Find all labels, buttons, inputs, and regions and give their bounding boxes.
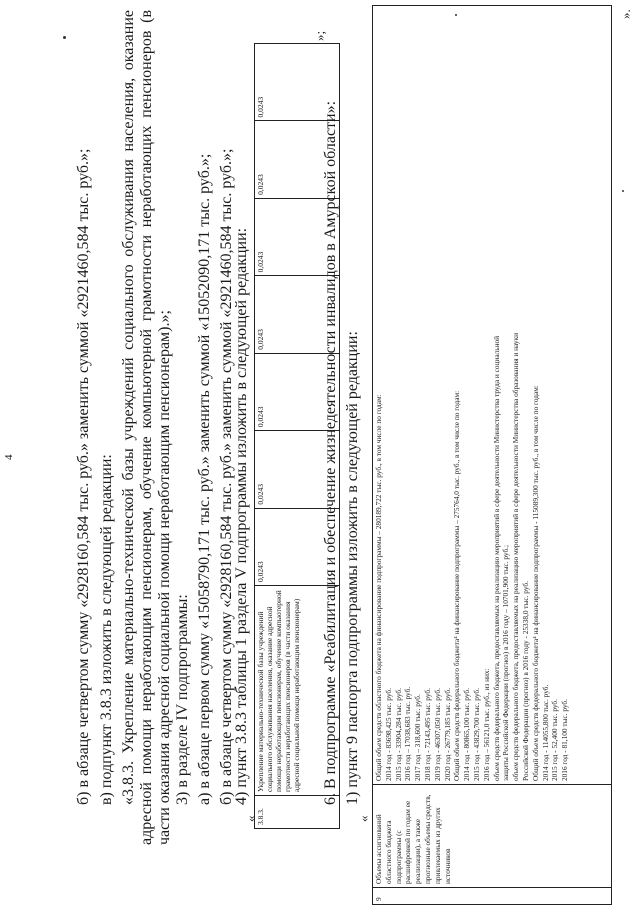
paragraph-v-intro: в) подпункт 3.8.3 изложить в следующей редакции: [98, 454, 115, 805]
close-quote-1: »; [312, 30, 327, 41]
table-cell-value: 0,0243 [255, 353, 340, 430]
table-passport-item-9 [372, 5, 612, 905]
table-cell-value: 0,0243 [255, 44, 340, 121]
table-cell-title: Объемы ассигнований областного бюджета подпрограммы (с расшифровкой по годам ее реализации), а также прогнозные объемы средств, привлекаемых из других источников [373, 785, 612, 888]
paragraph-b2-amount: б) в абзаце четвертом сумму «2928160,584 тыс. руб.» заменить суммой «2921460,584 тыс. руб.»; [218, 148, 235, 805]
open-quote-1: « [243, 815, 258, 822]
funding-line: объем средств федерального бюджета, предоставляемых на реализацию мероприятий в сфере деятельности Министерства образования и науки [511, 332, 521, 781]
paragraph-a-amount: а) в абзаце первом сумму «15058790,171 тыс. руб.» заменить суммой «15052090,171 тыс. руб.»; [196, 153, 213, 805]
funding-line: Общий объем средств федерального бюджета⁴ на финансирование подпрограммы - 115089,300 тыс. руб., в том числе по годам: [530, 385, 540, 781]
funding-line: 2016 год – 17038,683 тыс. руб. [403, 686, 413, 781]
funding-line: 2016 год – 56121,0 тыс. руб., из них: [481, 668, 491, 781]
paragraph-6-subprogram: 6. В подпрограмме «Реабилитация и обеспечение жизнедеятельности инвалидов в Амурской области»: [322, 100, 339, 805]
funding-line: 2020 год - 26779,185 тыс. руб. [442, 688, 452, 781]
close-quote-2: ». [618, 9, 633, 19]
funding-line: 2014 год - 114055,800 тыс. руб. [540, 684, 550, 781]
funding-line: Общий объем средств областного бюджета на финансирование подпрограммы – 280189,722 тыс. руб., в том числе по годам: [374, 394, 383, 781]
paragraph-3-8-3-text: «3.8.3. Укрепление материально-технической базы учреждений социального обслуживания населения, оказание адресной помощи неработающим пенсионерам, обучение компьютерной грамотности неработающих пенсионеров (в части оказания адресной социальной помощи неработающим пенсионерам).»; [120, 10, 173, 845]
table-cell-value: 0,0243 [255, 198, 340, 275]
funding-line: защиты Российской Федерации (прогноз) в 2016 году – 10701,900 тыс. руб.; [501, 544, 511, 781]
table-cell-value: 0,0243 [255, 431, 340, 508]
funding-line: Общий объем средств федерального бюджета⁴ на финансирование подпрограммы – 275764,0 тыс. руб., в том числе по годам: [452, 390, 462, 781]
table-cell-row-number: 3.8.3. [255, 796, 340, 829]
table-cell-row-number: 9 [373, 888, 612, 905]
funding-line: 2019 год - 46307,050 тыс. руб. [432, 688, 442, 781]
funding-line: 2015 год - 33904,284 тыс. руб. [393, 688, 403, 781]
table-cell-description: Укрепление материально-технической базы учреждений социального обслуживания населения, оказание адресной помощи неработающим пенсионерам, обучение компьютерной грамотности неработающих пенсионеров (в части оказания адресной социальной помощи неработающим пенсионерам) [255, 586, 340, 796]
funding-line: объем средств федерального бюджета, предоставляемых на реализацию мероприятий в сфере деятельности Министерства труда и социальной [491, 335, 501, 781]
table-cell-value: 0,0243 [255, 276, 340, 353]
table-cell-funding-details [373, 6, 612, 785]
funding-line: 2014 год - 80865,100 тыс. руб. [462, 688, 472, 781]
open-quote-2: « [356, 815, 371, 822]
funding-line: 2016 год - 81,100 тыс. руб. [560, 699, 570, 781]
funding-line: 2017 год – 318,600 тыс. руб. [413, 694, 423, 781]
funding-line: 2014 год - 83698,425 тыс. руб. [383, 688, 393, 781]
funding-line: 2015 год - 52,400 тыс. руб. [550, 699, 560, 781]
table-cell-value: 0,0243 [255, 121, 340, 198]
table-cell-value: 0,0243 [255, 508, 340, 585]
funding-line: Российской Федерации (прогноз) в 2016 году - 25338,0 тыс. руб. [520, 581, 530, 781]
paragraph-4-table-intro: 4) пункт 3.8.3 таблицы 1 раздела V подпрограммы изложить в следующей редакции: [233, 227, 250, 805]
paragraph-b-amount: б) в абзаце четвертом сумму «2928160,584 тыс. руб.» заменить суммой «2921460,584 тыс. руб.»; [75, 148, 92, 805]
funding-line: 2015 год - 43829,700 тыс. руб. [471, 688, 481, 781]
paragraph-1-passport: 1) пункт 9 паспорта подпрограммы изложить в следующей редакции: [344, 331, 361, 805]
page-number: 4 [3, 454, 15, 460]
table-row [373, 6, 612, 905]
funding-line: 2018 год - 72143,495 тыс. руб. [422, 688, 432, 781]
paragraph-section-iv: 3) в разделе IV подпрограммы: [174, 594, 191, 805]
